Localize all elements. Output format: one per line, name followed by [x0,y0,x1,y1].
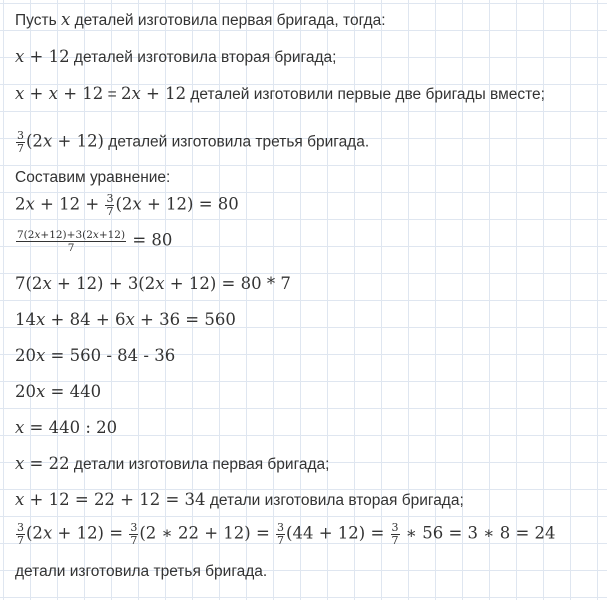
math-expression: 20 [15,382,36,401]
fraction-numerator: 3 [17,129,24,142]
math-expression: = 80 [127,230,173,250]
fraction-numerator: 3 [277,521,285,534]
math-variable: x [132,194,142,214]
math-expression: + 36 = 560 [134,310,236,329]
text-line-8 [15,274,291,295]
fraction-denominator: 7 [130,534,138,547]
text-line-12 [15,418,117,439]
math-variable: x [155,274,165,293]
math-expression: + 12 [57,84,104,103]
text-line-16 [15,562,267,582]
math-expression: ∗ 56 = 3 ∗ 8 = 24 [400,523,556,543]
math-expression: 20 [15,346,36,365]
text: деталей изготовила первая бригада, тогда: [70,12,386,29]
math-expression: = 22 [24,454,70,473]
math-expression: (2 [26,523,43,543]
math-expression: 14 [15,310,36,329]
math-expression: 7(2 [17,229,35,241]
text-line-10 [15,346,175,367]
fraction [105,193,114,218]
math-expression: + 84 + 6 [45,310,126,329]
text-line-9 [15,310,236,331]
fraction [16,229,126,254]
math-expression: + [24,84,49,103]
text: детали изготовила третья бригада. [15,563,268,580]
fraction-denominator: 7 [391,534,399,547]
text-line-2 [15,47,336,68]
text-line-5 [15,168,170,188]
math-variable: x [42,131,53,151]
text: детали изготовила первая бригада; [69,456,330,473]
text: деталей изготовили первые две бригады вместе; [186,86,545,103]
math-expression: = 440 [45,382,102,401]
math-expression: + 12) = 80 [141,194,239,214]
text-line-15 [15,522,556,547]
fraction [16,130,25,155]
fraction-denominator: 7 [106,205,114,218]
math-expression: (2 ∗ 22 + 12) = [139,523,276,543]
text: Пусть [15,12,61,29]
math-variable: x [125,310,135,329]
math-expression: +12) [98,229,126,241]
math-variable: x [48,84,58,103]
math-variable: x [36,382,46,401]
math-expression: 2 [120,84,132,103]
math-variable: x [60,10,71,29]
fraction-denominator: 7 [67,242,75,254]
fraction-numerator [16,229,126,242]
math-expression: + 12) + 3(2 [51,274,156,293]
fraction [129,522,138,547]
text: Составим уравнение: [15,169,171,186]
text-line-1 [15,10,386,31]
math-variable: x [36,346,46,365]
math-variable: x [15,418,25,437]
math-variable: x [92,229,99,241]
text-line-11 [15,382,101,403]
math-expression: = 560 - 84 - 36 [45,346,176,365]
math-expression: + 12) [52,131,104,151]
math-expression: + 12 [140,84,187,103]
text-line-6 [15,193,239,218]
text: = [103,86,121,103]
text: деталей изготовила третья бригада. [104,133,370,151]
math-expression: (2 [26,131,43,151]
text-line-7 [15,229,172,254]
text-line-3 [15,84,545,105]
math-variable: x [34,229,41,241]
fraction-numerator: 3 [106,192,114,205]
math-variable: x [15,454,25,473]
math-expression: (44 + 12) = [286,523,390,543]
fraction-denominator: 7 [17,142,24,155]
math-expression: (2 [115,194,133,214]
math-expression: + 12 + [34,194,105,214]
math-variable: x [42,523,53,543]
math-variable: x [131,84,141,103]
text-line-4 [15,130,369,155]
text: детали изготовила вторая бригада; [205,492,464,509]
fraction [16,522,25,547]
math-variable: x [15,47,25,66]
fraction-numerator: 3 [391,521,399,534]
fraction [391,522,400,547]
math-expression: + 12 = 22 + 12 = 34 [24,490,206,509]
fraction-denominator: 7 [17,534,24,547]
math-variable: x [25,194,35,214]
math-expression: 2 [15,194,26,214]
math-expression: = 440 : 20 [24,418,118,437]
math-variable: x [42,274,52,293]
text-line-13 [15,454,329,475]
fraction [276,522,285,547]
math-expression: + 12) = 80 * 7 [164,274,291,293]
math-variable: x [15,490,25,509]
fraction-denominator: 7 [277,534,285,547]
fraction-numerator: 3 [130,521,138,534]
math-variable: x [36,310,46,329]
math-expression: + 12 [24,47,70,66]
text: деталей изготовила вторая бригада; [69,49,337,66]
text-line-14 [15,490,464,511]
math-variable: x [15,84,25,103]
math-expression: +12)+3(2 [40,229,93,241]
math-expression: 7(2 [15,274,43,293]
fraction-numerator: 3 [17,521,24,534]
math-expression: + 12) = [52,523,129,543]
